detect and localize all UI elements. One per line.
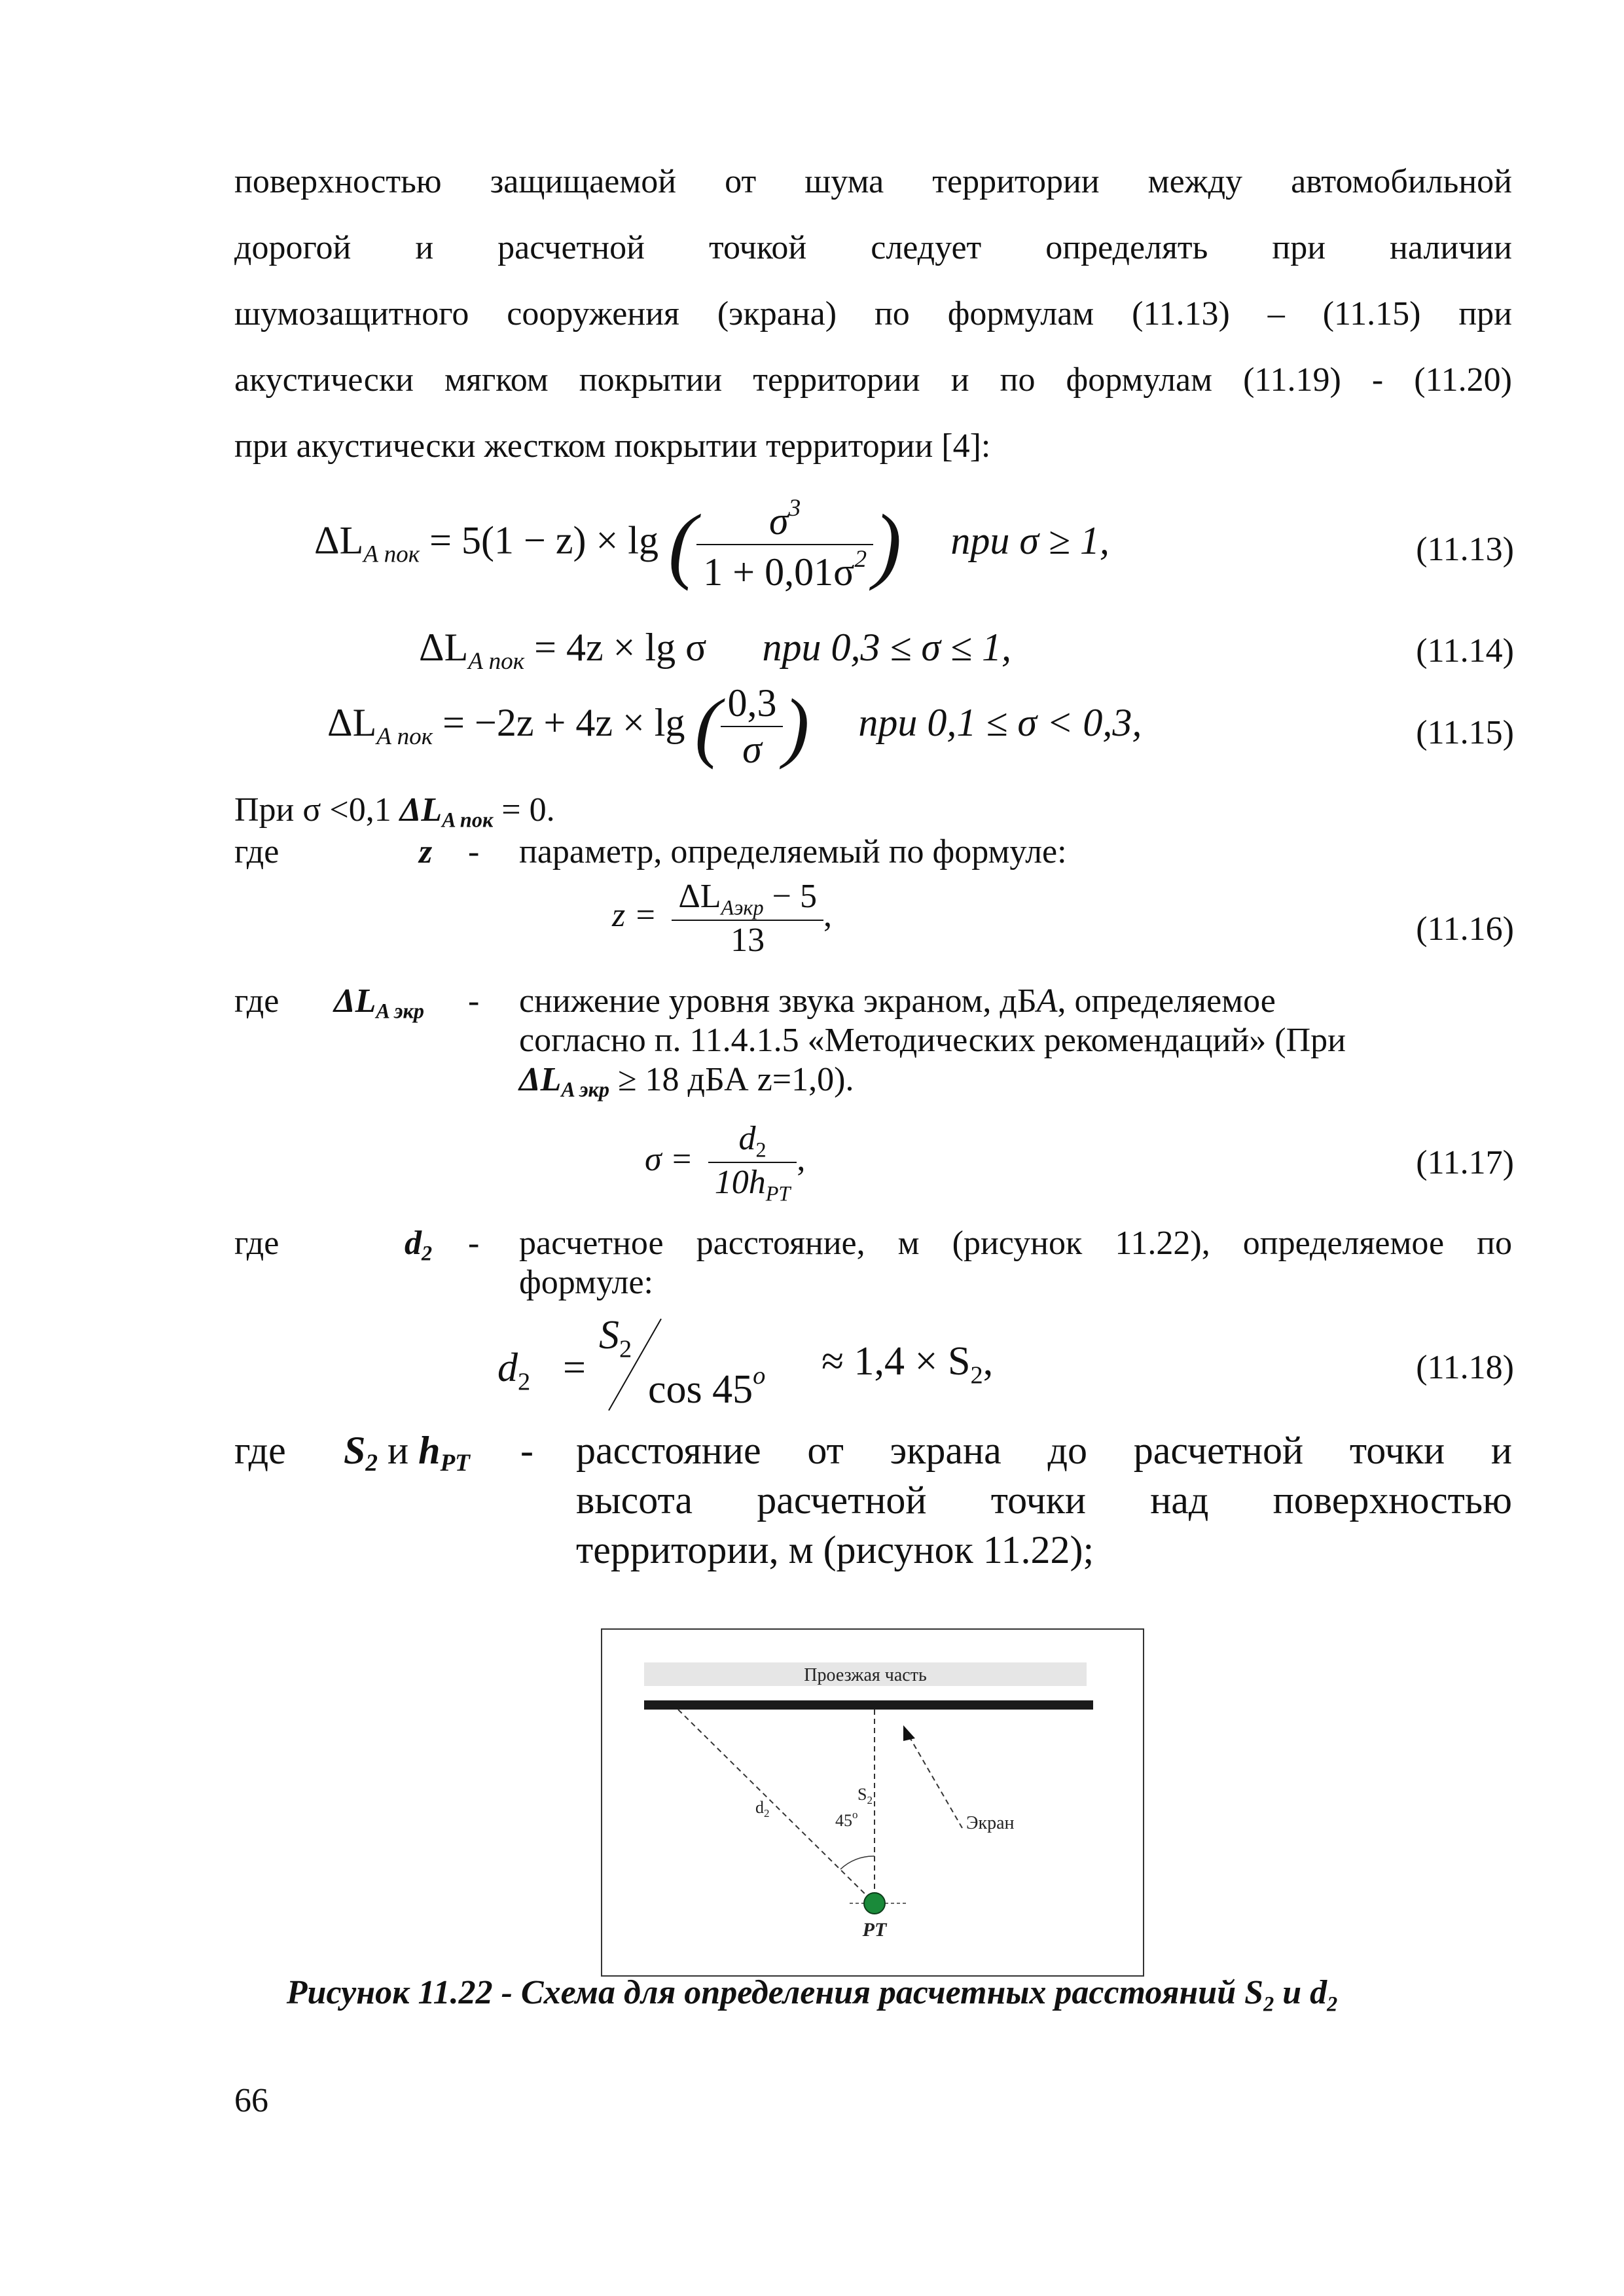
page-number: 66 [234,2082,268,2119]
d2-definition: расчетное расстояние, м (рисунок 11.22), определяемое по формуле: [519,1225,1512,1301]
screen-bar [644,1700,1093,1710]
equation-11-17: σ = $\frac{d_2}{10h_{PT}}$ , [645,1120,806,1206]
equation-11-16: z = $\frac{\Delta L_{Aэкр} - 5}{13}$ , [612,878,832,960]
s2-definition: расстояние от экрана до расчетной точки и высота расчетной точки над поверхностью территории, м (рисунок 11.22); [576,1429,1512,1571]
paragraph-line-2: дорогой и расчетной точкой следует определять при наличии [234,229,1512,266]
equation-number-11-16: (11.16) [1416,910,1514,948]
dash-z: - [468,833,480,870]
symbol-d2: d2 [405,1225,433,1265]
where-z: где [234,833,280,870]
paragraph-line-3: шумозащитного сооружения (экрана) по формулам (11.13) – (11.15) при [234,295,1512,332]
symbol-delta-l-screen: ΔLA экр [334,982,424,1023]
equation-11-18: $d_2$ = $S_2$ cos 45$^o$ ≈ $1,4 \times S_2$, [497,1316,1087,1414]
where-d2: где [234,1225,280,1262]
figure-11-22 [601,1628,1144,1977]
calculation-point [864,1893,885,1914]
equation-number-11-14: (11.14) [1416,632,1514,670]
symbol-s2-hpt: S2 и hPT [344,1429,470,1477]
equation-number-11-15: (11.15) [1416,714,1514,751]
figure-caption: Рисунок 11.22 - Схема для определения расчетных расстояний $S_2$ и $d_2$ [286,1974,1338,2016]
pt-label: PT [862,1919,887,1941]
dash-delta-l: - [468,982,480,1020]
paragraph-line-1: поверхностью защищаемой от шума территории между автомобильной [234,163,1512,200]
equation-11-14: $\Delta L_{A пок} = 4z \times \lg \sigma$ при 0,3 ≤ σ ≤ 1, [419,626,1011,675]
zero-condition: При σ <0,1 ΔLA пок = 0. [234,791,555,832]
where-delta-l: где [234,982,280,1020]
equation-number-11-18: (11.18) [1416,1349,1514,1386]
screen-label: Экран [966,1813,1015,1833]
equation-number-11-17: (11.17) [1416,1144,1514,1181]
equation-11-13: $\Delta L_{A пок} = 5(1 - z) \times \lg$ ( $\frac{\sigma^3}{1 + 0,01\sigma^2}$ ) при σ ≥ 1, [314,495,1110,594]
equation-11-15: $\Delta L_{A пок} = -2z + 4z \times \lg$ ( $\frac{0,3}{\sigma}$ ) при 0,1 ≤ σ < 0,3, [327,681,1142,771]
paragraph-line-4: акустически мягком покрытии территории и по формулам (11.19) - (11.20) [234,361,1512,399]
equation-number-11-13: (11.13) [1416,531,1514,568]
d2-label: $d_2$ [755,1798,770,1820]
delta-l-definition: снижение уровня звука экраном, дБА, определяемое согласно п. 11.4.1.5 «Методических рекомендаций» (При ΔLA экр ≥ 18 дБА z=1,0). [519,982,1346,1102]
symbol-z: z [419,833,433,870]
schema-diagram [601,1628,1144,1977]
angle-label: 45$^o$ [835,1808,858,1830]
road-label: Проезжая часть [804,1665,927,1685]
z-definition: параметр, определяемый по формуле: [519,833,1067,870]
dash-s2: - [520,1429,533,1472]
s2-label: $S_2$ [857,1785,873,1806]
where-s2-hpt: где [234,1429,286,1472]
dash-d2: - [468,1225,480,1262]
paragraph-line-5: при акустически жестком покрытии территории [4]: [234,427,991,465]
